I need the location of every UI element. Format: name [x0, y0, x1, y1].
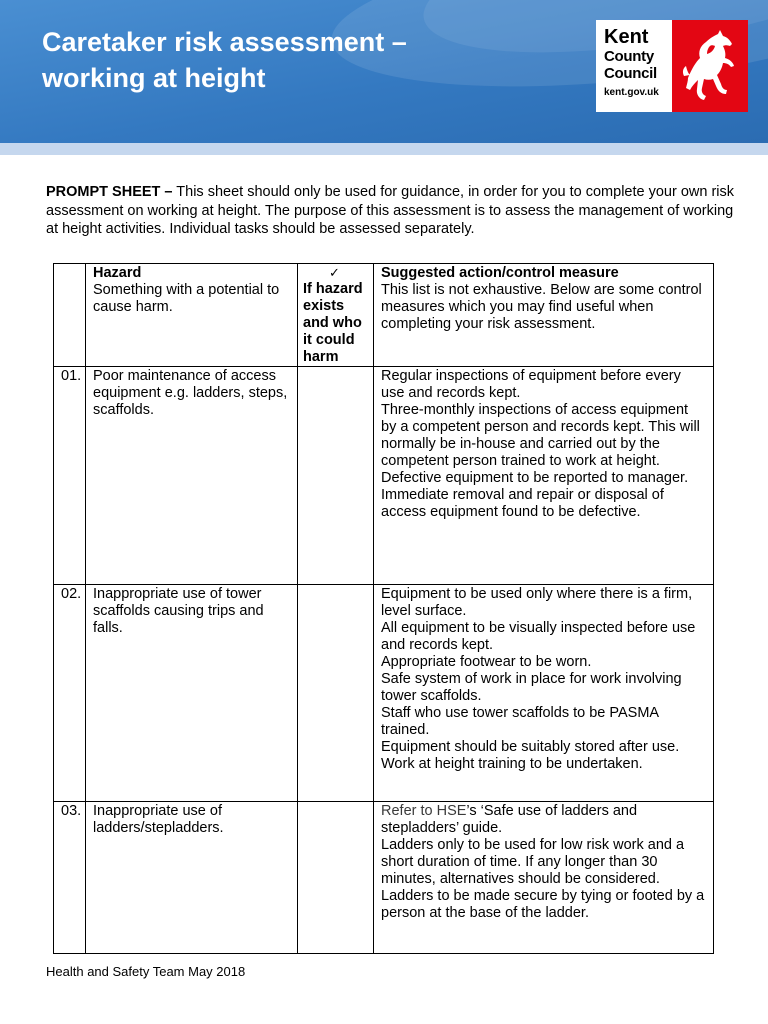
action-item: Immediate removal and repair or disposal of access equipment found to be defective.: [381, 487, 664, 520]
action-item: Staff who use tower scaffolds to be PASMA trained.: [381, 705, 659, 738]
hazard-header-title: Hazard: [93, 265, 142, 281]
action-item: Defective equipment to be reported to manager.: [381, 470, 689, 486]
action-reference: [381, 803, 706, 837]
logo-line-1: Kent: [604, 26, 649, 48]
row-check: [298, 802, 374, 954]
table-row: [54, 585, 714, 802]
hse-reference-text: ’s ‘Safe use of ladders and stepladders’ guide.: [381, 803, 638, 836]
check-mark-icon: ✓: [329, 265, 340, 280]
document-title: [42, 24, 407, 96]
title-line-2: working at height: [42, 63, 266, 93]
logo-horse-panel: [672, 20, 748, 112]
row-hazard: Inappropriate use of tower scaffolds causing trips and falls.: [86, 585, 298, 802]
hse-reference-link: Refer to HSE: [381, 803, 467, 819]
title-line-1: Caretaker risk assessment –: [42, 27, 407, 57]
table-row: [54, 367, 714, 585]
number-header-cell: [54, 264, 86, 367]
action-item: Appropriate footwear to be worn.: [381, 654, 592, 670]
row-number: 02.: [54, 585, 86, 802]
hazard-header-cell: [86, 264, 298, 367]
intro-lead: PROMPT SHEET –: [46, 184, 173, 200]
table-header-row: [54, 264, 714, 367]
action-item: Work at height training to be undertaken.: [381, 756, 643, 772]
hazard-header-desc: Something with a potential to cause harm.: [93, 282, 280, 315]
white-horse-icon: [680, 28, 740, 104]
row-actions: [374, 585, 714, 802]
action-item: Equipment should be suitably stored after use.: [381, 739, 680, 755]
row-hazard: Inappropriate use of ladders/stepladders.: [86, 802, 298, 954]
logo-line-3: Council: [604, 65, 657, 82]
action-item: Three-monthly inspections of access equipment by a competent person and records kept. This will normally be in-house and carried out by the competent person trained to work at height.: [381, 402, 700, 469]
logo-line-2: County: [604, 48, 654, 65]
table-row: [54, 802, 714, 954]
action-item: Ladders only to be used for low risk work and a short duration of time. If any longer than 30 minutes, alternatives should be considered.: [381, 837, 685, 887]
logo-url: kent.gov.uk: [604, 87, 659, 98]
header-banner: [0, 0, 768, 143]
action-header-desc: This list is not exhaustive. Below are some control measures which you may find useful when completing your risk assessment.: [381, 282, 702, 332]
risk-assessment-table: [53, 263, 714, 954]
kent-county-council-logo: [596, 20, 748, 112]
action-item: Regular inspections of equipment before every use and records kept.: [381, 368, 681, 401]
header-stripe: [0, 143, 768, 155]
check-header-label: If hazard exists and who it could harm: [303, 281, 363, 365]
row-check: [298, 367, 374, 585]
logo-wordmark: [596, 20, 672, 112]
page-footer: Health and Safety Team May 2018: [46, 964, 246, 979]
action-header-cell: [374, 264, 714, 367]
action-item: All equipment to be visually inspected before use and records kept.: [381, 620, 696, 653]
row-number: 03.: [54, 802, 86, 954]
check-header-cell: [298, 264, 374, 367]
action-item: Ladders to be made secure by tying or footed by a person at the base of the ladder.: [381, 888, 705, 921]
row-number: 01.: [54, 367, 86, 585]
action-item: Equipment to be used only where there is a firm, level surface.: [381, 586, 693, 619]
action-item: Safe system of work in place for work involving tower scaffolds.: [381, 671, 682, 704]
row-actions: [374, 367, 714, 585]
row-check: [298, 585, 374, 802]
row-hazard: Poor maintenance of access equipment e.g. ladders, steps, scaffolds.: [86, 367, 298, 585]
intro-text: This sheet should only be used for guidance, in order for you to complete your own risk assessment on working at height. The purpose of this assessment is to assess the management of working at height activities. Individual tasks should be assessed separately.: [46, 184, 735, 237]
action-header-title: Suggested action/control measure: [381, 265, 619, 281]
row-actions: [374, 802, 714, 954]
intro-paragraph: [46, 183, 736, 239]
